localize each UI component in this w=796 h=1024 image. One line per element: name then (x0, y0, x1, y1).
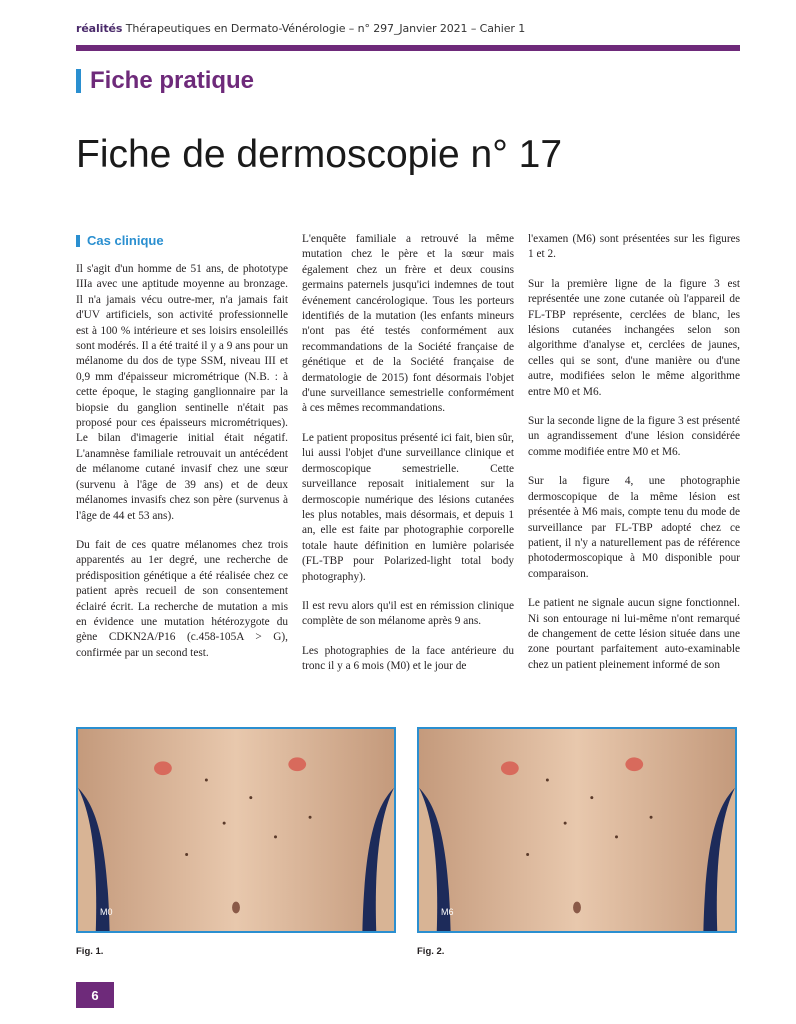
torso-photo-m0 (78, 729, 394, 931)
figure-1-timepoint: M0 (100, 907, 113, 917)
figure-2-photo (417, 727, 737, 933)
paragraph: Sur la seconde ligne de la figure 3 est présenté un agrandissement d'une lésion considérée comme modifiée entre M0 et M6. (528, 415, 740, 458)
figure-1-caption: Fig. 1. (76, 946, 104, 957)
section-heading-label: Cas clinique (87, 233, 164, 249)
column-1 (76, 232, 288, 675)
page-number: 6 (76, 982, 114, 1008)
figure-2-timepoint: M6 (441, 907, 454, 917)
paragraph: Sur la première ligne de la figure 3 est représentée une zone cutanée où l'appareil de FL-TBP représente, cerclées de blanc, les lésions cutanées inchangées selon son algorithme d'analyse et, cerclées de jaunes, celles qui se sont, d'une manière ou d'une autre, modifiées selon le même algorithme entre M0 et M6. (528, 277, 740, 398)
paragraph: Du fait de ces quatre mélanomes chez trois apparentés au 1er degré, une recherche de prédisposition génétique a été réalisée chez ce patient après recueil de son consentement éclairé écrit. La recherche de mutation a mis en évidence une mutation hétérozygote du gène CDKN2A/P16 (c.458-105A > G), confirmée par un second test. (76, 538, 288, 659)
paragraph: Le patient ne signale aucun signe fonctionnel. Ni son entourage ni lui-même n'ont remarqué de changement de cette lésion située dans une zone pourtant parfaitement auto-examinable chez un patient pleinement informé de son (528, 597, 740, 671)
header-rule (76, 45, 740, 51)
section-heading (76, 232, 288, 250)
figure-1-photo (76, 727, 396, 933)
paragraph: Le patient propositus présenté ici fait, bien sûr, lui aussi l'objet d'une surveillance clinique et dermoscopique semestrielle. Cette surveillance reposait initialement sur la dermoscopie numérique des lésions cutanées les plus notables, mais désormais, et depuis 1 an, elle est faite par photographie corporelle totale haute définition en lumière polarisée (FL-TBP pour Polarized-light total body photography). (302, 431, 514, 583)
journal-brand: réalités (76, 22, 123, 35)
torso-photo-m6 (419, 729, 735, 931)
running-header (76, 22, 744, 35)
paragraph: Sur la figure 4, une photographie dermoscopique de la même lésion est présentée à M6 mais, compte tenu du mode de surveillance par FL-TBP adopté chez ce patient, il n'y a naturellement pas de référence photodermoscopique à M0 disponible pour comparaison. (528, 475, 740, 580)
column-2 (302, 232, 514, 689)
column-3 (528, 232, 740, 687)
section-bar-icon (76, 235, 80, 247)
paragraph: l'examen (M6) sont présentées sur les figures 1 et 2. (528, 233, 740, 261)
rubric-bar-icon (76, 69, 81, 93)
paragraph: L'enquête familiale a retrouvé la même mutation chez le père et la sœur mais également chez un frère et deux cousins germains paternels jusqu'ici indemnes de tout événement cancérologique. Tous les porteurs identifiés de la mutation (les enfants mineurs n'ont pas été testés conformément aux recommandations de la Société française de génétique et de la Société française de dermatologie de 2015) font désormais l'objet d'une surveillance semestrielle conformément à ces mêmes recommandations. (302, 233, 514, 415)
journal-issue: Thérapeutiques en Dermato-Vénérologie – n° 297_Janvier 2021 – Cahier 1 (122, 22, 526, 35)
rubric (76, 66, 254, 96)
page-title: Fiche de dermoscopie n° 17 (76, 133, 563, 176)
paragraph: Les photographies de la face antérieure du tronc il y a 6 mois (M0) et le jour de (302, 644, 514, 673)
figure-2-caption: Fig. 2. (417, 946, 445, 957)
paragraph: Il est revu alors qu'il est en rémission clinique complète de son mélanome après 9 ans. (302, 599, 514, 628)
paragraph: Il s'agit d'un homme de 51 ans, de phototype IIIa avec une aptitude moyenne au bronzage. Il n'a jamais vécu outre-mer, n'a jamais fait d'UV artificiels, son activité professionnelle est à 100 % intérieure et ses loisirs ensoleillés sont modérés. Il a été traité il y a 9 ans pour un mélanome du dos de type SSM, niveau III et 0,9 mm d'épaisseur micrométrique (N.B. : à cette époque, le staging ganglionnaire par la biopsie du ganglion sentinelle n'était pas proposé pour ces épaisseurs micrométriques). Le bilan d'imagerie initial était négatif. L'anamnèse familiale retrouvait un antécédent de mélanome cutané invasif chez une sœur (survenu à l'âge de 39 ans) et de deux mélanomes invasifs chez son père (survenus à l'âge de 44 et 53 ans). (76, 263, 288, 522)
rubric-label: Fiche pratique (90, 67, 255, 94)
